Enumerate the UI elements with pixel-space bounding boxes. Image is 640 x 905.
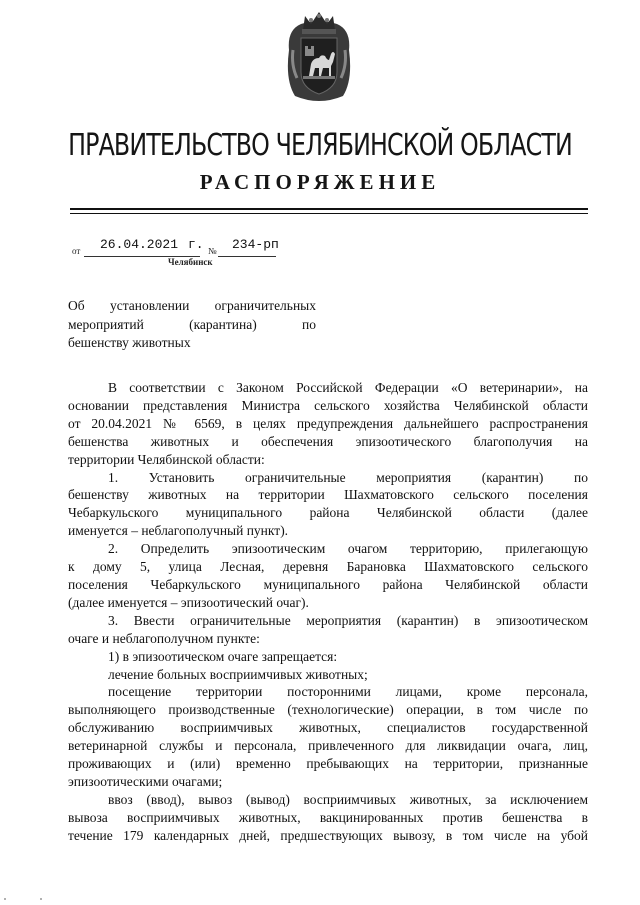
body-line: (далее именуется – эпизоотический очаг).: [68, 594, 309, 610]
body-line: к дому 5, улица Лесная, деревня Барановка Шахматовского сельского: [68, 559, 588, 575]
body-line: обслуживанию восприимчивых животных, специалистов государственной: [68, 720, 588, 736]
body-line: эпизоотическими очагами;: [68, 773, 223, 789]
body-line: проживающих и (или) временно пребывающих на территории, признанные: [68, 756, 588, 772]
body-line: бешенства животных и обеспечения эпизоотического благополучия на: [68, 433, 588, 449]
document-date: 26.04.2021: [100, 237, 179, 252]
body-line: В соответствии с Законом Российской Федерации «О ветеринарии», на: [108, 380, 588, 395]
number-sign-label: №: [208, 246, 217, 256]
header-rule-thin: [70, 213, 588, 214]
body-line: именуется – неблагополучный пункт).: [68, 523, 289, 539]
coat-of-arms-icon: [283, 10, 355, 104]
body-line: выполняющего производственные (технологические) операции, в том числе по: [68, 702, 588, 718]
document-type: РАСПОРЯЖЕНИЕ: [199, 170, 441, 194]
document-subject: [68, 297, 316, 353]
body-line: бешенству животных на территории Шахматовского сельского поселения: [68, 487, 588, 503]
document-number: 234-рп: [232, 237, 279, 252]
subject-line: мероприятий (карантина) по: [68, 316, 316, 332]
body-line: основании представления Министра сельского хозяйства Челябинской области: [68, 397, 588, 413]
number-underline: [218, 256, 276, 257]
scan-speck: [4, 898, 6, 900]
body-line: вывоза восприимчивых животных, вакцинированных против бешенства в: [68, 809, 588, 825]
body-line: 1) в эпизоотическом очаге запрещается:: [108, 648, 338, 664]
body-line: очаге и неблагополучном пункте:: [68, 630, 260, 646]
year-suffix: г.: [188, 237, 204, 252]
subject-line: Об установлении ограничительных: [68, 298, 316, 313]
body-line: 1. Установить ограничительные мероприятия (карантин) по: [108, 469, 588, 485]
body-line: ввоз (ввод), вывоз (вывод) восприимчивых животных, за исключением: [108, 791, 588, 807]
body-line: поселения Чебаркульского муниципального района Челябинской области: [68, 576, 588, 592]
city-label: Челябинск: [168, 257, 213, 267]
subject-line: бешенству животных: [68, 335, 191, 350]
body-line: течение 179 календарных дней, предшествующих вывозу, в том числе на убой: [68, 827, 588, 843]
document-body: [68, 379, 588, 845]
date-prefix-label: от: [72, 246, 81, 256]
government-title: ПРАВИТЕЛЬСТВО ЧЕЛЯБИНСКОЙ ОБЛАСТИ: [68, 128, 572, 163]
body-line: от 20.04.2021 № 6569, в целях предупреждения дальнейшего распространения: [68, 415, 588, 431]
header-rule-thick: [70, 208, 588, 210]
body-line: 3. Ввести ограничительные мероприятия (карантин) в эпизоотическом: [108, 612, 588, 628]
body-line: ветеринарной службы и персонала, привлеченного для ликвидации очага, лиц,: [68, 738, 588, 754]
body-line: посещение территории посторонними лицами, кроме персонала,: [108, 684, 588, 700]
body-line: 2. Определить эпизоотическим очагом территорию, прилегающую: [108, 541, 588, 557]
scan-speck: [40, 898, 42, 900]
body-line: территории Челябинской области:: [68, 451, 265, 467]
body-line: лечение больных восприимчивых животных;: [108, 666, 368, 682]
body-line: Чебаркульского муниципального района Челябинской области (далее: [68, 505, 588, 521]
